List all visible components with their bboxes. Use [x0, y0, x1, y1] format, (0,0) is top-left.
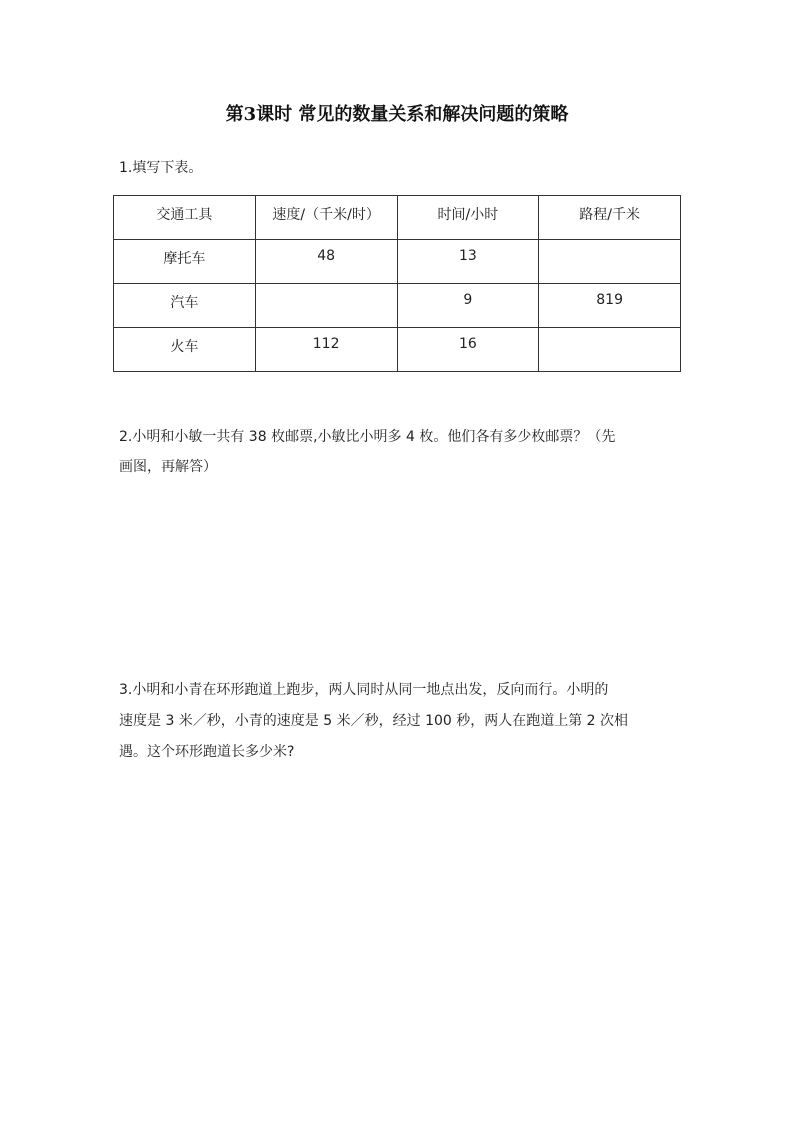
table-header-row: [114, 196, 681, 240]
table-row: [114, 284, 681, 328]
table-cell: 13: [397, 240, 539, 284]
table-row: [114, 328, 681, 372]
question-3-line: 3.小明和小青在环形跑道上跑步，两人同时从同一地点出发，反向而行。小明的: [119, 682, 609, 698]
table-cell-blank: [539, 328, 681, 372]
table-cell: 48: [255, 240, 397, 284]
table-cell: 112: [255, 328, 397, 372]
question-3-line: 速度是 3 米／秒，小青的速度是 5 米／秒，经过 100 秒，两人在跑道上第 2 次相: [119, 713, 629, 729]
header-cell: 路程/千米: [539, 196, 681, 240]
question-2-line: 2.小明和小敏一共有 38 枚邮票,小敏比小明多 4 枚。他们各有多少枚邮票？（先: [119, 429, 616, 445]
table-cell: 9: [397, 284, 539, 328]
table-cell: 火车: [114, 328, 256, 372]
table-cell: 16: [397, 328, 539, 372]
speed-time-distance-table: [113, 195, 681, 372]
header-cell: 时间/小时: [397, 196, 539, 240]
table-cell-blank: [255, 284, 397, 328]
table-cell: 汽车: [114, 284, 256, 328]
page-title: 第3课时 常见的数量关系和解决问题的策略: [225, 104, 569, 125]
table-cell: 摩托车: [114, 240, 256, 284]
header-cell: 速度/（千米/时）: [255, 196, 397, 240]
table-row: [114, 240, 681, 284]
header-cell: 交通工具: [114, 196, 256, 240]
question-3-line: 遇。这个环形跑道长多少米?: [119, 744, 295, 760]
question-2-line: 画图，再解答）: [119, 459, 217, 475]
table-cell: 819: [539, 284, 681, 328]
table-cell-blank: [539, 240, 681, 284]
question-1-text: 1.填写下表。: [119, 160, 203, 176]
